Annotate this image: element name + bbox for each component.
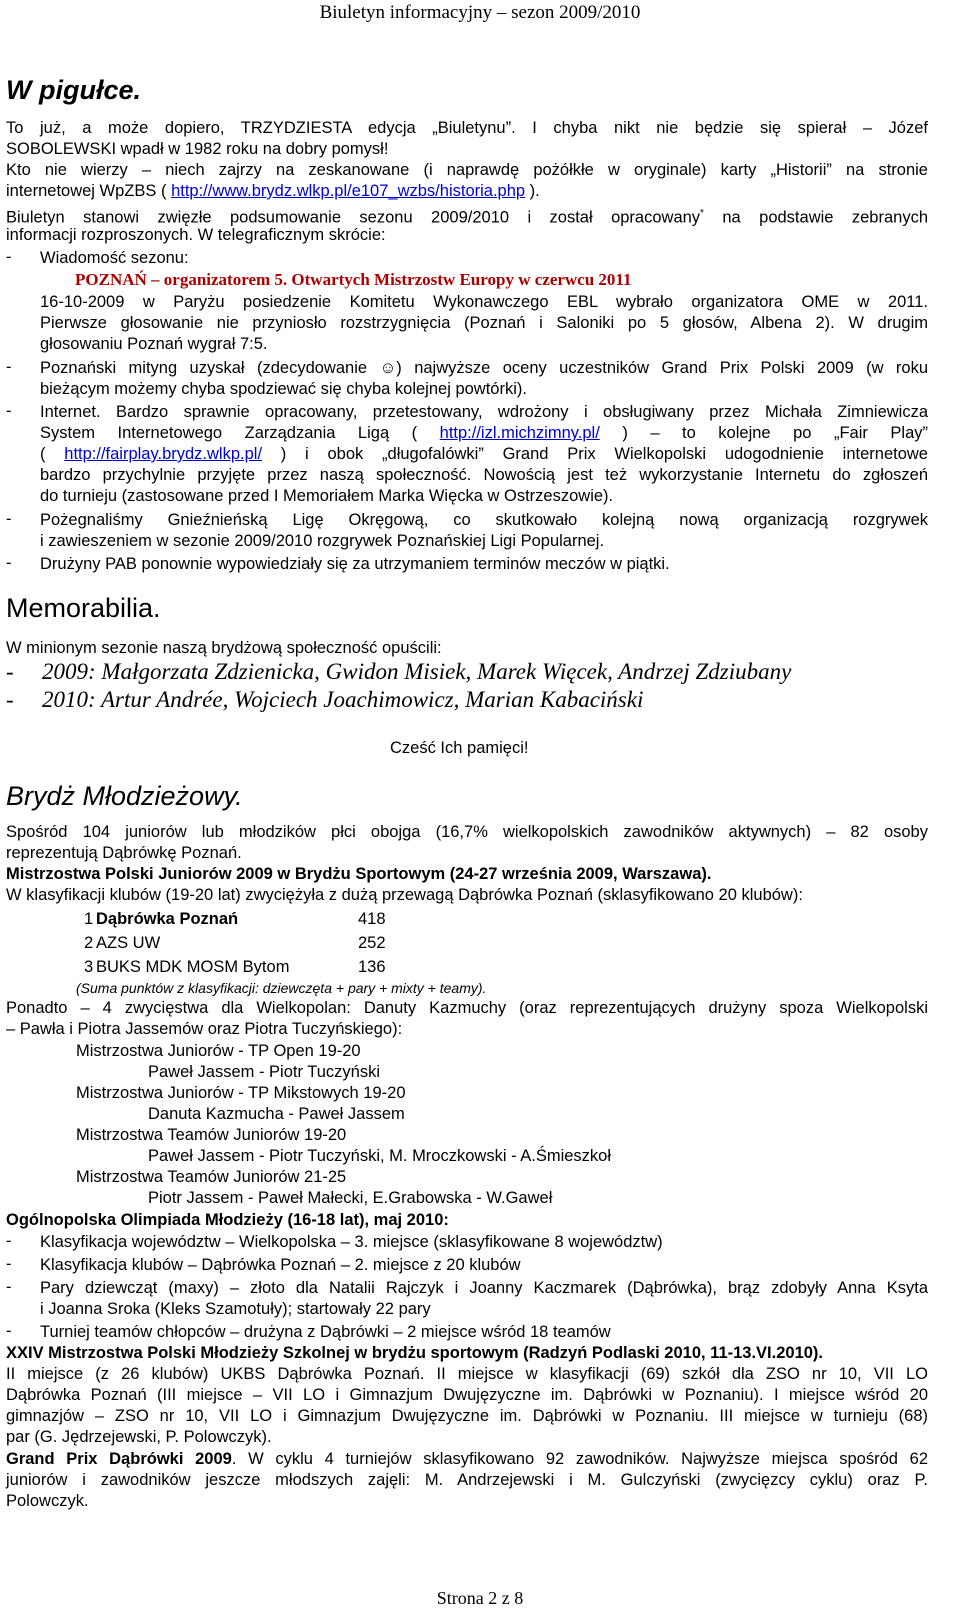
- bullet-text: bieżącym możemy chyba spodziewać się chyba kolejnej powtórki).: [40, 380, 527, 398]
- bullet-text: Pożegnaliśmy Gnieźnieńską Ligę Okręgową, co skutkowało kolejną nową organizacją rozgrywek: [40, 511, 928, 529]
- rank-pts: 418: [358, 910, 386, 928]
- win-players: Paweł Jassem - Piotr Tuczyński: [148, 1063, 380, 1081]
- grandprix-text: juniorów i zawodników jeszcze młodszych zajęli: M. Andrzejewski i M. Gulczyński (zwycięzcy cyklu) oraz P.: [6, 1471, 928, 1489]
- bullet-dash: -: [6, 687, 14, 712]
- rank-pos: 1: [84, 910, 94, 928]
- section-title-mlodziez: Brydż Młodzieżowy.: [6, 781, 243, 811]
- pigulce-text: To już, a może dopiero, TRZYDZIESTA edycja „Biuletynu”. I chyba nikt nie będzie się spierał – Józef: [6, 119, 928, 137]
- bullet-text: System Internetowego Zarządzania Ligą ( http://izl.michzimny.pl/ ) – to kolejne po „Fair Play”: [40, 424, 928, 442]
- mlodziez-text: Ponadto – 4 zwycięstwa dla Wielkopolan: Danuty Kazmuchy (oraz reprezentujących drużyny spoza Wielkopolski: [6, 999, 928, 1017]
- bullet-text: i Joanna Sroka (Kleks Szamotuły); startowały 22 pary: [40, 1300, 431, 1318]
- mlodziez-text: – Pawła i Piotra Jassemów oraz Piotra Tuczyńskiego):: [6, 1020, 403, 1038]
- win-players: Piotr Jassem - Paweł Małecki, E.Grabowska - W.Gaweł: [148, 1189, 553, 1207]
- bullet-text: Turniej teamów chłopców – drużyna z Dąbrówki – 2 miejsce wśród 18 teamów: [40, 1323, 611, 1341]
- izl-link[interactable]: http://izl.michzimny.pl/: [439, 424, 600, 442]
- win-event: Mistrzostwa Juniorów - TP Open 19-20: [76, 1042, 361, 1060]
- bullet-text: Klasyfikacja województw – Wielkopolska – 3. miejsce (sklasyfikowane 8 województw): [40, 1233, 663, 1251]
- mpj-text: W klasyfikacji klubów (19-20 lat) zwyciężyła z dużą przewagą Dąbrówka Poznań (sklasyfikowano 20 klubów):: [6, 886, 803, 904]
- bullet-text: ( http://fairplay.brydz.wlkp.pl/ ) i obok „długofalówki” Grand Prix Wielkopolski udogodnienie internetowe: [40, 445, 928, 463]
- historia-link[interactable]: http://www.brydz.wlkp.pl/e107_wzbs/historia.php: [171, 182, 526, 200]
- bullet-headline: POZNAŃ – organizatorem 5. Otwartych Mistrzostw Europy w czerwcu 2011: [75, 270, 632, 289]
- bullet-text: głosowaniu Poznań wygrał 7:5.: [40, 335, 268, 353]
- bullet-text: Pierwsze głosowanie nie przyniosło rozstrzygnięcia (Poznań i Saloniki po 5 głosów, Albena 2). W drugim: [40, 314, 928, 332]
- bullet-dash: -: [6, 510, 12, 528]
- olimpiada-heading: Ogólnopolska Olimpiada Młodzieży (16-18 lat), maj 2010:: [6, 1211, 449, 1229]
- section-title-pigulce: W pigułce.: [6, 75, 141, 105]
- bullet-dash: -: [6, 1255, 12, 1273]
- rank-pts: 136: [358, 958, 386, 976]
- rank-club: BUKS MDK MOSM Bytom: [96, 958, 290, 976]
- rank-pts: 252: [358, 934, 386, 952]
- win-players: Danuta Kazmucha - Paweł Jassem: [148, 1105, 405, 1123]
- bullet-text: Drużyny PAB ponownie wypowiedziały się za utrzymaniem terminów meczów w piątki.: [40, 555, 670, 573]
- memorabilia-closing: Cześć Ich pamięci!: [390, 739, 529, 757]
- memorabilia-intro: W minionym sezonie naszą brydżową społeczność opuścili:: [6, 639, 442, 657]
- bullet-text: Pary dziewcząt (maxy) – złoto dla Natalii Rajczyk i Joanny Kaczmarek (Dąbrówka), brąz zdobyły Anna Ksyta: [40, 1279, 928, 1297]
- bullet-text: 16-10-2009 w Paryżu posiedzenie Komitetu Wykonawczego EBL wybrało organizatora OME w 2011.: [40, 293, 928, 311]
- mlodziez-text: Spośród 104 juniorów lub młodzików płci obojga (16,7% wielkopolskich zawodników aktywnych) – 82 osoby: [6, 823, 928, 841]
- rank-club: AZS UW: [96, 934, 161, 952]
- fairplay-link[interactable]: http://fairplay.brydz.wlkp.pl/: [64, 445, 263, 463]
- bullet-dash: -: [6, 1322, 12, 1340]
- memorabilia-2010: 2010: Artur Andrée, Wojciech Joachimowicz, Marian Kabaciński: [42, 687, 644, 712]
- pigulce-text: internetowej WpZBS ( http://www.brydz.wlkp.pl/e107_wzbs/historia.php ).: [6, 182, 540, 200]
- bullet-text: i zawieszeniem w sezonie 2009/2010 rozgrywek Poznańskiej Ligi Popularnej.: [40, 532, 605, 550]
- grandprix-text: Grand Prix Dąbrówki 2009. W cyklu 4 turniejów sklasyfikowano 92 zawodników. Najwyższe miejsca spośród 62: [6, 1450, 928, 1468]
- pigulce-text: informacji rozproszonych. W telegraficznym skrócie:: [6, 226, 386, 244]
- mpj-heading: Mistrzostwa Polski Juniorów 2009 w Brydżu Sportowym (24-27 września 2009, Warszawa).: [6, 865, 712, 883]
- rank-pos: 2: [84, 934, 94, 952]
- szkolne-text: Dąbrówka Poznań (III miejsce – VII LO i Gimnazjum Dwujęzyczne im. Dąbrówki w Poznaniu). I miejsce wśród 20: [6, 1386, 928, 1404]
- szkolne-text: II miejsce (z 26 klubów) UKBS Dąbrówka Poznań. II miejsce w klasyfikacji (69) szkół dla ZSO nr 10, VII LO: [6, 1365, 928, 1383]
- ranking-note: (Suma punktów z klasyfikacji: dziewczęta + pary + mixty + teamy).: [76, 980, 487, 996]
- bullet-label: Wiadomość sezonu:: [40, 249, 189, 267]
- pigulce-text: Biuletyn stanowi zwięzłe podsumowanie sezonu 2009/2010 i został opracowany* na podstawie zebranych: [6, 208, 928, 227]
- szkolne-text: par (G. Jędrzejewski, P. Polowczyk).: [6, 1428, 272, 1446]
- grandprix-text: Polowczyk.: [6, 1492, 89, 1510]
- bullet-dash: -: [6, 1232, 12, 1250]
- bullet-text: Poznański mityng uzyskał (zdecydowanie ☺) najwyższe oceny uczestników Grand Prix Polski 2009 (w roku: [40, 359, 928, 377]
- bullet-dash: -: [6, 1278, 12, 1296]
- grandprix-heading: Grand Prix Dąbrówki 2009: [6, 1450, 232, 1468]
- memorabilia-2009: 2009: Małgorzata Zdzienicka, Gwidon Misiek, Marek Więcek, Andrzej Zdziubany: [42, 659, 792, 684]
- bullet-dash: -: [6, 358, 12, 376]
- bullet-dash: -: [6, 659, 14, 684]
- page-header: Biuletyn informacyjny – sezon 2009/2010: [319, 2, 641, 23]
- rank-club: Dąbrówka Poznań: [96, 910, 239, 928]
- bullet-text: do turnieju (zastosowane przed I Memoriałem Marka Więcka w Ostrzeszowie).: [40, 487, 614, 505]
- win-event: Mistrzostwa Teamów Juniorów 21-25: [76, 1168, 347, 1186]
- szkolne-text: gimnazjów – ZSO nr 10, VII LO i Gimnazjum Dwujęzyczne im. Dąbrówki w Poznaniu. III miejsce w turnieju (68): [6, 1407, 928, 1425]
- szkolne-heading: XXIV Mistrzostwa Polski Młodzieży Szkolnej w brydżu sportowym (Radzyń Podlaski 2010, 11-13.VI.2010).: [6, 1344, 824, 1362]
- mlodziez-text: reprezentują Dąbrówkę Poznań.: [6, 844, 242, 862]
- bullet-text: Internet. Bardzo sprawnie opracowany, przetestowany, wdrożony i obsługiwany przez Michała Zimniewicza: [40, 403, 928, 421]
- page-footer: Strona 2 z 8: [436, 1588, 524, 1608]
- bullet-dash: -: [6, 402, 12, 420]
- bullet-dash: -: [6, 554, 12, 572]
- pigulce-text: Kto nie wierzy – niech zajrzy na zeskanowane (i naprawdę pożółkłe w oryginale) karty „Historii” na stronie: [6, 161, 928, 179]
- bullet-text: bardzo przychylnie przyjęte przez naszą społeczność. Nowością jest też wykorzystanie Internetu do zgłoszeń: [40, 466, 928, 484]
- bullet-text: Klasyfikacja klubów – Dąbrówka Poznań – 2. miejsce z 20 klubów: [40, 1256, 521, 1274]
- bullet-dash: -: [6, 248, 12, 266]
- rank-pos: 3: [84, 958, 94, 976]
- win-players: Paweł Jassem - Piotr Tuczyński, M. Mroczkowski - A.Śmieszkoł: [148, 1147, 612, 1165]
- pigulce-text: SOBOLEWSKI wpadł w 1982 roku na dobry pomysł!: [6, 140, 389, 158]
- win-event: Mistrzostwa Teamów Juniorów 19-20: [76, 1126, 347, 1144]
- win-event: Mistrzostwa Juniorów - TP Mikstowych 19-20: [76, 1084, 406, 1102]
- section-title-memorabilia: Memorabilia.: [6, 593, 161, 623]
